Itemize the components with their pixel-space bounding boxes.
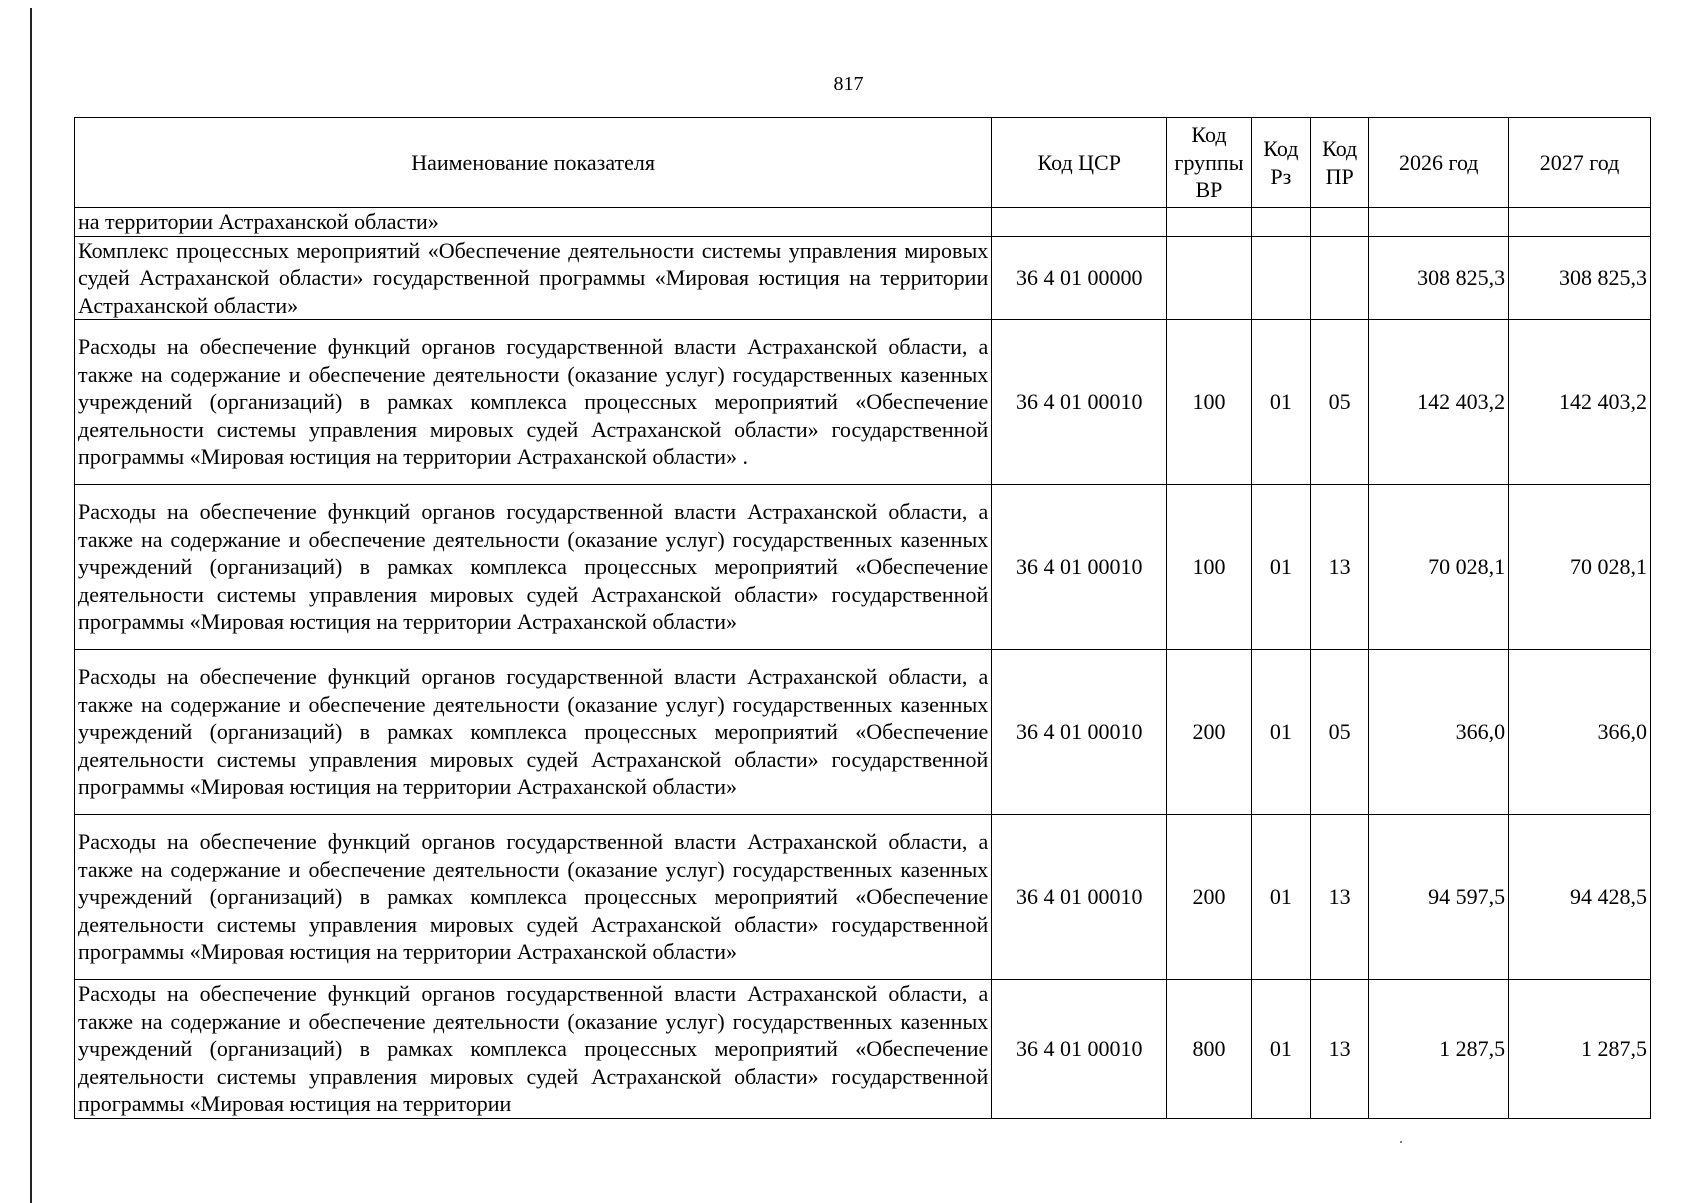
table-row [75, 650, 1651, 815]
cell-rz: 01 [1251, 320, 1310, 485]
cell-csr: 36 4 01 00010 [992, 980, 1167, 1119]
cell-pr: 13 [1311, 485, 1369, 650]
cell-2027: 142 403,2 [1509, 320, 1651, 485]
header-2027: 2027 год [1509, 118, 1651, 208]
budget-table [74, 117, 1651, 1119]
cell-2027: 94 428,5 [1509, 815, 1651, 980]
cell-pr [1311, 208, 1369, 237]
cell-csr: 36 4 01 00000 [992, 236, 1167, 320]
cell-2027 [1509, 208, 1651, 237]
table-row [75, 208, 1651, 237]
cell-2026: 142 403,2 [1369, 320, 1509, 485]
cell-pr: 13 [1311, 815, 1369, 980]
cell-rz [1251, 236, 1310, 320]
cell-csr: 36 4 01 00010 [992, 485, 1167, 650]
cell-rz: 01 [1251, 980, 1310, 1119]
table-row [75, 980, 1651, 1119]
header-rz: Код Рз [1251, 118, 1310, 208]
cell-pr: 05 [1311, 320, 1369, 485]
table-row [75, 815, 1651, 980]
binding-margin-line [30, 8, 32, 1203]
cell-rz: 01 [1251, 485, 1310, 650]
cell-name: Расходы на обеспечение функций органов государственной власти Астраханской области, а также на содержание и обеспечение деятельности (оказание услуг) государственных казенных учреждений (организаций) в рамках комплекса процессных мероприятий «Обеспечение деятельности системы управления мировых судей Астраханской области» государственной программы «Мировая юстиция на территории Астраханской области» [75, 650, 992, 815]
cell-pr: 13 [1311, 980, 1369, 1119]
cell-2027: 1 287,5 [1509, 980, 1651, 1119]
scan-speck [1400, 1141, 1402, 1143]
cell-vr [1167, 208, 1251, 237]
header-vr: Код группы ВР [1167, 118, 1251, 208]
cell-rz: 01 [1251, 650, 1310, 815]
table-row [75, 485, 1651, 650]
header-pr: Код ПР [1311, 118, 1369, 208]
cell-csr [992, 208, 1167, 237]
cell-2026: 70 028,1 [1369, 485, 1509, 650]
header-csr: Код ЦСР [992, 118, 1167, 208]
cell-pr: 05 [1311, 650, 1369, 815]
table-row [75, 236, 1651, 320]
cell-2027: 308 825,3 [1509, 236, 1651, 320]
cell-vr: 200 [1167, 650, 1251, 815]
cell-name: Расходы на обеспечение функций органов государственной власти Астраханской области, а также на содержание и обеспечение деятельности (оказание услуг) государственных казенных учреждений (организаций) в рамках комплекса процессных мероприятий «Обеспечение деятельности системы управления мировых судей Астраханской области» государственной программы «Мировая юстиция на территории Астраханской области» [75, 815, 992, 980]
cell-pr [1311, 236, 1369, 320]
cell-csr: 36 4 01 00010 [992, 650, 1167, 815]
cell-vr: 200 [1167, 815, 1251, 980]
cell-vr: 100 [1167, 320, 1251, 485]
cell-vr: 800 [1167, 980, 1251, 1119]
page-number: 817 [833, 73, 864, 95]
cell-rz: 01 [1251, 815, 1310, 980]
cell-2026 [1369, 208, 1509, 237]
table-row [75, 320, 1651, 485]
cell-2027: 366,0 [1509, 650, 1651, 815]
header-name: Наименование показателя [75, 118, 992, 208]
cell-name: на территории Астраханской области» [75, 208, 992, 237]
cell-name: Расходы на обеспечение функций органов государственной власти Астраханской области, а также на содержание и обеспечение деятельности (оказание услуг) государственных казенных учреждений (организаций) в рамках комплекса процессных мероприятий «Обеспечение деятельности системы управления мировых судей Астраханской области» государственной программы «Мировая юстиция на территории [75, 980, 992, 1119]
cell-2026: 1 287,5 [1369, 980, 1509, 1119]
cell-2026: 94 597,5 [1369, 815, 1509, 980]
cell-name: Расходы на обеспечение функций органов государственной власти Астраханской области, а также на содержание и обеспечение деятельности (оказание услуг) государственных казенных учреждений (организаций) в рамках комплекса процессных мероприятий «Обеспечение деятельности системы управления мировых судей Астраханской области» государственной программы «Мировая юстиция на территории Астраханской области» . [75, 320, 992, 485]
cell-2026: 308 825,3 [1369, 236, 1509, 320]
cell-2026: 366,0 [1369, 650, 1509, 815]
cell-2027: 70 028,1 [1509, 485, 1651, 650]
cell-name: Расходы на обеспечение функций органов государственной власти Астраханской области, а также на содержание и обеспечение деятельности (оказание услуг) государственных казенных учреждений (организаций) в рамках комплекса процессных мероприятий «Обеспечение деятельности системы управления мировых судей Астраханской области» государственной программы «Мировая юстиция на территории Астраханской области» [75, 485, 992, 650]
cell-vr: 100 [1167, 485, 1251, 650]
cell-csr: 36 4 01 00010 [992, 320, 1167, 485]
cell-csr: 36 4 01 00010 [992, 815, 1167, 980]
cell-rz [1251, 208, 1310, 237]
cell-vr [1167, 236, 1251, 320]
table-header-row [75, 118, 1651, 208]
header-2026: 2026 год [1369, 118, 1509, 208]
cell-name: Комплекс процессных мероприятий «Обеспечение деятельности системы управления мировых судей Астраханской области» государственной программы «Мировая юстиция на территории Астраханской области» [75, 236, 992, 320]
